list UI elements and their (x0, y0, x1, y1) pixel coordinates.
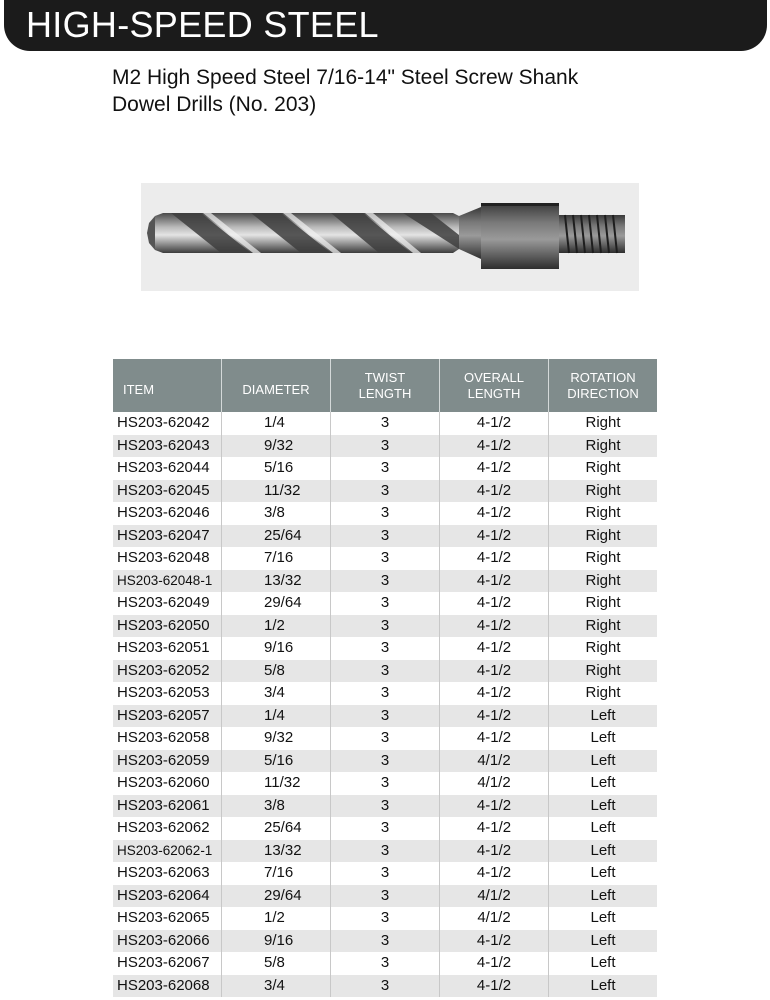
table-row (113, 750, 657, 773)
cell-twist-length: 3 (331, 615, 440, 638)
header-rotation-direction: ROTATION DIRECTION (567, 369, 639, 401)
table-row (113, 637, 657, 660)
cell-diameter: 5/16 (222, 457, 331, 480)
cell-item: HS203-62065 (113, 907, 222, 930)
cell-rotation-direction: Right (585, 436, 621, 454)
cell-rotation-direction: Left (590, 729, 616, 746)
table-row (113, 435, 657, 458)
cell-rotation-direction: Left (590, 841, 616, 859)
cell-diameter: 5/8 (222, 660, 331, 683)
cell-overall-length: 4/1/2 (440, 885, 549, 908)
cell-item: HS203-62057 (113, 705, 222, 728)
cell-twist-length: 3 (331, 840, 440, 863)
table-row (113, 975, 657, 998)
cell-rotation-direction: Left (590, 931, 616, 949)
cell-diameter: 13/32 (222, 570, 331, 593)
cell-diameter: 11/32 (222, 480, 331, 503)
cell-twist-length: 3 (331, 480, 440, 503)
cell-rotation-direction: Right (585, 481, 621, 499)
table-row (113, 525, 657, 548)
cell-overall-length: 4-1/2 (440, 682, 549, 705)
cell-rotation-direction: Right (585, 616, 621, 634)
cell-twist-length: 3 (331, 817, 440, 840)
table-row (113, 705, 657, 728)
cell-overall-length: 4-1/2 (440, 862, 549, 885)
cell-diameter: 3/8 (222, 502, 331, 525)
cell-twist-length: 3 (331, 592, 440, 615)
cell-twist-length: 3 (331, 862, 440, 885)
cell-diameter: 7/16 (222, 547, 331, 570)
cell-diameter: 1/4 (222, 412, 331, 435)
cell-diameter: 5/16 (222, 750, 331, 773)
table-row (113, 592, 657, 615)
cell-rotation-direction: Left (590, 886, 616, 904)
cell-diameter: 25/64 (222, 525, 331, 548)
cell-overall-length: 4-1/2 (440, 637, 549, 660)
table-row (113, 480, 657, 503)
table-row (113, 817, 657, 840)
cell-overall-length: 4/1/2 (440, 907, 549, 930)
table-row (113, 682, 657, 705)
cell-twist-length: 3 (331, 885, 440, 908)
header-overall-length: OVERALL LENGTH (440, 359, 549, 412)
cell-item: HS203-62053 (113, 682, 222, 705)
cell-item: HS203-62063 (113, 862, 222, 885)
cell-overall-length: 4-1/2 (440, 705, 549, 728)
cell-item: HS203-62043 (113, 435, 222, 458)
cell-twist-length: 3 (331, 570, 440, 593)
cell-item: HS203-62048-1 (113, 570, 222, 593)
cell-item: HS203-62051 (113, 637, 222, 660)
cell-twist-length: 3 (331, 637, 440, 660)
cell-overall-length: 4/1/2 (440, 772, 549, 795)
cell-rotation-direction: Right (585, 414, 621, 431)
table-row (113, 795, 657, 818)
cell-twist-length: 3 (331, 907, 440, 930)
table-row (113, 840, 657, 863)
cell-diameter: 29/64 (222, 885, 331, 908)
cell-item: HS203-62059 (113, 750, 222, 773)
cell-item: HS203-62052 (113, 660, 222, 683)
cell-overall-length: 4-1/2 (440, 435, 549, 458)
cell-diameter: 9/32 (222, 727, 331, 750)
cell-twist-length: 3 (331, 547, 440, 570)
cell-twist-length: 3 (331, 457, 440, 480)
cell-diameter: 3/4 (222, 975, 331, 998)
header-diameter: DIAMETER (222, 359, 331, 412)
cell-twist-length: 3 (331, 660, 440, 683)
cell-item: HS203-62058 (113, 727, 222, 750)
cell-diameter: 1/2 (222, 907, 331, 930)
table-row (113, 615, 657, 638)
cell-overall-length: 4-1/2 (440, 930, 549, 953)
table-row (113, 772, 657, 795)
table-row (113, 727, 657, 750)
cell-diameter: 29/64 (222, 592, 331, 615)
cell-item: HS203-62064 (113, 885, 222, 908)
cell-rotation-direction: Right (585, 526, 621, 544)
cell-twist-length: 3 (331, 772, 440, 795)
table-row (113, 885, 657, 908)
cell-rotation-direction: Left (590, 819, 616, 836)
cell-rotation-direction: Left (590, 909, 616, 926)
cell-rotation-direction: Left (590, 706, 616, 724)
header-banner (4, 0, 767, 51)
table-row (113, 547, 657, 570)
cell-overall-length: 4-1/2 (440, 547, 549, 570)
cell-item: HS203-62062-1 (113, 840, 222, 863)
header-item: ITEM (113, 359, 222, 412)
header-twist-length: TWIST LENGTH (331, 359, 440, 412)
table-row (113, 862, 657, 885)
cell-item: HS203-62045 (113, 480, 222, 503)
cell-rotation-direction: Right (585, 661, 621, 679)
cell-item: HS203-62044 (113, 457, 222, 480)
table-row (113, 952, 657, 975)
cell-overall-length: 4-1/2 (440, 817, 549, 840)
cell-item: HS203-62050 (113, 615, 222, 638)
cell-diameter: 9/32 (222, 435, 331, 458)
cell-twist-length: 3 (331, 502, 440, 525)
spec-table (113, 359, 657, 997)
cell-rotation-direction: Right (585, 594, 621, 611)
cell-twist-length: 3 (331, 705, 440, 728)
cell-overall-length: 4-1/2 (440, 840, 549, 863)
cell-twist-length: 3 (331, 795, 440, 818)
cell-diameter: 11/32 (222, 772, 331, 795)
cell-twist-length: 3 (331, 412, 440, 435)
cell-overall-length: 4-1/2 (440, 457, 549, 480)
cell-rotation-direction: Right (585, 684, 621, 701)
page-title: HIGH-SPEED STEEL (26, 4, 379, 45)
cell-rotation-direction: Right (585, 459, 621, 476)
cell-overall-length: 4-1/2 (440, 525, 549, 548)
cell-twist-length: 3 (331, 930, 440, 953)
cell-rotation-direction: Right (585, 504, 621, 521)
table-row (113, 412, 657, 435)
cell-diameter: 3/8 (222, 795, 331, 818)
cell-overall-length: 4-1/2 (440, 795, 549, 818)
cell-rotation-direction: Left (590, 751, 616, 769)
cell-twist-length: 3 (331, 682, 440, 705)
subtitle-line-2: Dowel Drills (No. 203) (112, 93, 317, 116)
cell-overall-length: 4-1/2 (440, 502, 549, 525)
cell-item: HS203-62068 (113, 975, 222, 998)
cell-overall-length: 4-1/2 (440, 952, 549, 975)
cell-rotation-direction: Left (590, 796, 616, 814)
cell-diameter: 5/8 (222, 952, 331, 975)
table-header (113, 359, 657, 412)
cell-rotation-direction: Left (590, 774, 616, 791)
table-row (113, 930, 657, 953)
drill-bit-image (141, 183, 639, 291)
cell-rotation-direction: Right (585, 639, 621, 656)
cell-overall-length: 4-1/2 (440, 592, 549, 615)
cell-item: HS203-62060 (113, 772, 222, 795)
table-row (113, 660, 657, 683)
cell-item: HS203-62042 (113, 412, 222, 435)
cell-item: HS203-62066 (113, 930, 222, 953)
table-row (113, 502, 657, 525)
cell-item: HS203-62062 (113, 817, 222, 840)
table-row (113, 457, 657, 480)
cell-overall-length: 4-1/2 (440, 570, 549, 593)
product-subtitle (112, 64, 712, 118)
cell-overall-length: 4-1/2 (440, 615, 549, 638)
cell-twist-length: 3 (331, 435, 440, 458)
cell-diameter: 7/16 (222, 862, 331, 885)
cell-diameter: 9/16 (222, 930, 331, 953)
cell-diameter: 1/4 (222, 705, 331, 728)
cell-twist-length: 3 (331, 525, 440, 548)
cell-rotation-direction: Right (585, 571, 621, 589)
cell-diameter: 25/64 (222, 817, 331, 840)
cell-item: HS203-62061 (113, 795, 222, 818)
cell-overall-length: 4-1/2 (440, 727, 549, 750)
cell-item: HS203-62049 (113, 592, 222, 615)
cell-rotation-direction: Right (585, 549, 621, 566)
cell-diameter: 3/4 (222, 682, 331, 705)
cell-overall-length: 4-1/2 (440, 975, 549, 998)
cell-rotation-direction: Left (590, 954, 616, 971)
cell-overall-length: 4-1/2 (440, 480, 549, 503)
cell-diameter: 1/2 (222, 615, 331, 638)
table-row (113, 907, 657, 930)
cell-twist-length: 3 (331, 952, 440, 975)
cell-diameter: 13/32 (222, 840, 331, 863)
table-row (113, 570, 657, 593)
cell-twist-length: 3 (331, 727, 440, 750)
cell-item: HS203-62067 (113, 952, 222, 975)
cell-overall-length: 4/1/2 (440, 750, 549, 773)
cell-rotation-direction: Left (590, 976, 616, 994)
cell-item: HS203-62046 (113, 502, 222, 525)
cell-twist-length: 3 (331, 975, 440, 998)
subtitle-line-1: M2 High Speed Steel 7/16-14" Steel Screw Shank (112, 66, 579, 89)
cell-twist-length: 3 (331, 750, 440, 773)
cell-diameter: 9/16 (222, 637, 331, 660)
cell-overall-length: 4-1/2 (440, 412, 549, 435)
table-body (113, 412, 657, 997)
cell-item: HS203-62047 (113, 525, 222, 548)
cell-rotation-direction: Left (590, 864, 616, 881)
cell-item: HS203-62048 (113, 547, 222, 570)
cell-overall-length: 4-1/2 (440, 660, 549, 683)
